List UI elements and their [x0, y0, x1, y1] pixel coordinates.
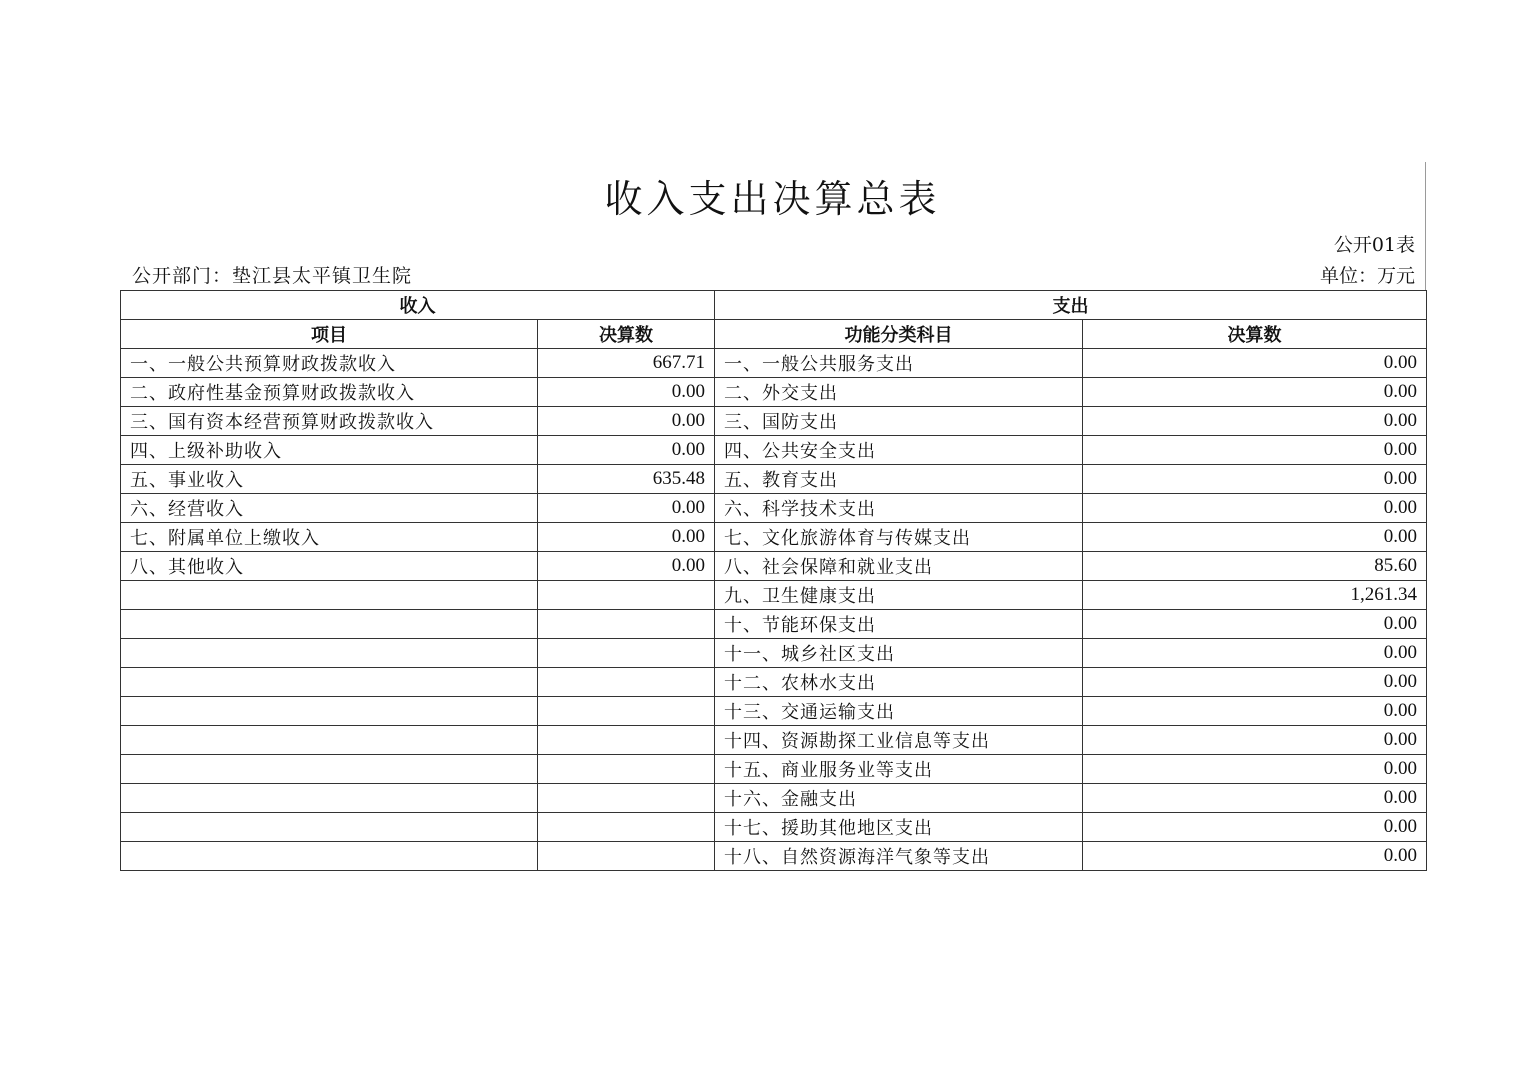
income-item-cell	[121, 755, 538, 784]
expense-item-cell: 一、一般公共服务支出	[715, 349, 1083, 378]
expense-amount-cell: 0.00	[1083, 668, 1427, 697]
table-row	[121, 639, 1427, 668]
expense-amount-cell: 0.00	[1083, 407, 1427, 436]
unit-label: 单位：万元	[1319, 265, 1415, 287]
form-number: 公开01表	[1333, 234, 1415, 256]
income-amount-cell: 0.00	[538, 523, 715, 552]
expense-item-cell: 二、外交支出	[715, 378, 1083, 407]
column-header-row	[121, 320, 1427, 349]
expense-item-cell: 十八、自然资源海洋气象等支出	[715, 842, 1083, 871]
expense-item-cell: 十五、商业服务业等支出	[715, 755, 1083, 784]
expense-amount-cell: 0.00	[1083, 494, 1427, 523]
expense-item-cell: 十二、农林水支出	[715, 668, 1083, 697]
table-row	[121, 813, 1427, 842]
income-amount-cell	[538, 784, 715, 813]
income-item-cell	[121, 697, 538, 726]
expense-amount-cell: 0.00	[1083, 639, 1427, 668]
expense-amount-cell: 85.60	[1083, 552, 1427, 581]
income-amount-cell	[538, 755, 715, 784]
expense-amount-cell: 0.00	[1083, 755, 1427, 784]
income-amount-cell	[538, 842, 715, 871]
income-amount-cell	[538, 581, 715, 610]
expense-item-cell: 八、社会保障和就业支出	[715, 552, 1083, 581]
expense-amount-cell: 0.00	[1083, 726, 1427, 755]
expense-amount-column-header: 决算数	[1083, 320, 1427, 349]
table-row	[121, 726, 1427, 755]
income-amount-cell	[538, 697, 715, 726]
expense-item-cell: 十四、资源勘探工业信息等支出	[715, 726, 1083, 755]
income-item-cell: 一、一般公共预算财政拨款收入	[121, 349, 538, 378]
expense-amount-cell: 0.00	[1083, 436, 1427, 465]
expense-item-cell: 六、科学技术支出	[715, 494, 1083, 523]
expense-item-cell: 七、文化旅游体育与传媒支出	[715, 523, 1083, 552]
table-row	[121, 407, 1427, 436]
table-row	[121, 755, 1427, 784]
income-section-header: 收入	[121, 291, 715, 320]
income-amount-cell	[538, 813, 715, 842]
income-item-cell	[121, 581, 538, 610]
department-label: 公开部门：垫江县太平镇卫生院	[132, 265, 413, 287]
table-row	[121, 842, 1427, 871]
expense-amount-cell: 0.00	[1083, 697, 1427, 726]
item-column-header: 项目	[121, 320, 538, 349]
expense-amount-cell: 0.00	[1083, 465, 1427, 494]
page-title: 收入支出决算总表	[604, 177, 941, 221]
table-row	[121, 668, 1427, 697]
income-amount-cell: 635.48	[538, 465, 715, 494]
income-item-cell	[121, 668, 538, 697]
budget-table	[120, 290, 1427, 871]
income-item-cell: 四、上级补助收入	[121, 436, 538, 465]
table-row	[121, 436, 1427, 465]
income-item-cell	[121, 639, 538, 668]
expense-amount-cell: 0.00	[1083, 813, 1427, 842]
expense-amount-cell: 0.00	[1083, 378, 1427, 407]
table-row	[121, 523, 1427, 552]
table-row	[121, 610, 1427, 639]
expense-amount-cell: 0.00	[1083, 784, 1427, 813]
income-amount-column-header: 决算数	[538, 320, 715, 349]
expense-item-cell: 四、公共安全支出	[715, 436, 1083, 465]
expense-section-header: 支出	[715, 291, 1427, 320]
income-item-cell	[121, 842, 538, 871]
table-row	[121, 697, 1427, 726]
income-item-cell: 七、附属单位上缴收入	[121, 523, 538, 552]
income-amount-cell	[538, 668, 715, 697]
expense-amount-cell: 0.00	[1083, 349, 1427, 378]
expense-amount-cell: 1,261.34	[1083, 581, 1427, 610]
income-item-cell	[121, 813, 538, 842]
income-amount-cell: 0.00	[538, 494, 715, 523]
table-row	[121, 784, 1427, 813]
expense-item-cell: 五、教育支出	[715, 465, 1083, 494]
income-amount-cell: 0.00	[538, 552, 715, 581]
income-amount-cell: 0.00	[538, 378, 715, 407]
expense-item-cell: 十七、援助其他地区支出	[715, 813, 1083, 842]
table-row	[121, 349, 1427, 378]
income-item-cell	[121, 610, 538, 639]
income-item-cell: 二、政府性基金预算财政拨款收入	[121, 378, 538, 407]
expense-item-cell: 九、卫生健康支出	[715, 581, 1083, 610]
expense-item-cell: 三、国防支出	[715, 407, 1083, 436]
table-row	[121, 552, 1427, 581]
expense-item-cell: 十、节能环保支出	[715, 610, 1083, 639]
table-row	[121, 465, 1427, 494]
income-item-cell	[121, 726, 538, 755]
income-amount-cell	[538, 610, 715, 639]
table-row	[121, 494, 1427, 523]
table-row	[121, 378, 1427, 407]
income-amount-cell: 0.00	[538, 436, 715, 465]
table-body	[121, 349, 1427, 871]
income-amount-cell: 0.00	[538, 407, 715, 436]
expense-item-cell: 十一、城乡社区支出	[715, 639, 1083, 668]
expense-amount-cell: 0.00	[1083, 523, 1427, 552]
income-amount-cell	[538, 639, 715, 668]
table-row	[121, 581, 1427, 610]
function-item-column-header: 功能分类科目	[715, 320, 1083, 349]
income-item-cell: 五、事业收入	[121, 465, 538, 494]
income-item-cell: 六、经营收入	[121, 494, 538, 523]
income-amount-cell	[538, 726, 715, 755]
income-item-cell: 三、国有资本经营预算财政拨款收入	[121, 407, 538, 436]
income-item-cell: 八、其他收入	[121, 552, 538, 581]
expense-item-cell: 十六、金融支出	[715, 784, 1083, 813]
section-header-row	[121, 291, 1427, 320]
expense-item-cell: 十三、交通运输支出	[715, 697, 1083, 726]
expense-amount-cell: 0.00	[1083, 610, 1427, 639]
income-amount-cell: 667.71	[538, 349, 715, 378]
expense-amount-cell: 0.00	[1083, 842, 1427, 871]
income-item-cell	[121, 784, 538, 813]
